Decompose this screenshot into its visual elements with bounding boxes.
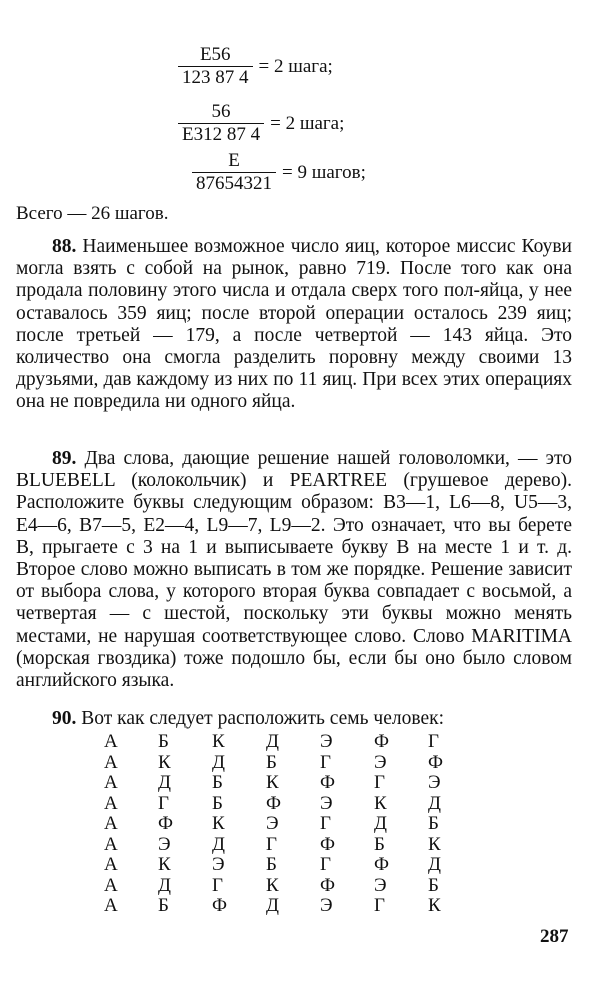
grid-cell: Ф [320,833,336,855]
fraction-numerator: E [228,150,240,171]
grid-row [104,794,482,815]
grid-cell: А [104,895,118,916]
fraction-numerator: E56 [199,44,231,65]
grid-cell: Б [158,895,169,916]
paragraph-89 [16,448,572,692]
grid-cell: Б [212,792,223,814]
paragraph-text: Наименьшее возможное число яиц, которое миссис Коуви могла взять с собой на рынок, равно 719. После того как она продала половину этого числа и отдала сверх того пол-яйца, у нее оставалось 359 яиц; после второй операции осталось 239 яиц; после третьей — 179, а после четвертой — 143 яйца. Это количество она смогла разделить поровну между своими 13 друзьями, дав каждому из них по 11 яиц. При всех этих операциях она не повредила ни одного яйца. [16,236,572,413]
grid-cell: Ф [374,854,390,875]
grid-cell: К [266,772,279,793]
grid-cell: Б [428,874,439,896]
grid-cell: Э [320,792,333,814]
grid-cell: Б [266,854,277,875]
grid-cell: А [104,751,118,773]
grid-cell: Ф [320,772,336,793]
fraction-result: = 2 шага; [258,55,333,77]
grid-cell: Б [212,772,223,793]
grid-cell: Ф [374,731,390,752]
fraction-result: = 9 шагов; [282,161,366,183]
grid-cell: А [104,731,118,752]
grid-cell: Г [320,854,331,875]
fraction [178,101,264,146]
page-number: 287 [540,926,569,947]
grid-cell: Г [212,874,223,896]
grid-cell: Э [428,772,441,793]
fraction-denominator: 87654321 [196,173,272,194]
grid-row [104,835,482,856]
grid-cell: К [428,895,441,916]
seating-grid [104,732,482,917]
grid-cell: Д [158,772,171,793]
paragraph-text: Вот как следует расположить семь человек: [81,708,444,729]
grid-row [104,855,482,876]
grid-cell: Э [212,854,225,875]
grid-cell: Д [374,813,387,834]
grid-cell: Д [158,874,171,896]
fraction-line-2 [178,101,344,146]
grid-cell: К [212,813,225,834]
grid-cell: К [158,751,171,773]
grid-cell: Э [158,833,171,855]
grid-cell: Ф [428,751,444,773]
grid-cell: Ф [212,895,228,916]
grid-cell: А [104,813,118,834]
paragraph-number: 89. [52,448,77,469]
grid-cell: К [212,731,225,752]
grid-cell: А [104,854,118,875]
grid-cell: Ф [320,874,336,896]
grid-cell: К [158,854,171,875]
grid-cell: Д [212,833,225,855]
paragraph-90-intro [52,708,444,730]
grid-cell: Г [428,731,439,752]
paragraph-number: 88. [52,236,77,257]
grid-row [104,876,482,897]
grid-cell: Б [428,813,439,834]
grid-cell: Б [266,751,277,773]
fraction-denominator: 123 87 4 [182,67,249,88]
grid-cell: Э [266,813,279,834]
grid-row [104,773,482,794]
grid-cell: Д [212,751,225,773]
grid-cell: Б [374,833,385,855]
grid-cell: А [104,874,118,896]
fraction-numerator: 56 [211,101,231,122]
grid-cell: К [428,833,441,855]
grid-cell: Э [320,731,333,752]
fraction [192,150,276,195]
grid-row [104,732,482,753]
fraction [178,44,253,89]
paragraph-text: Два слова, дающие решение нашей головоломки, — это BLUEBELL (колокольчик) и PEARTREE (грушевое дерево). Расположите буквы следующим образом: B3—1, L6—8, U5—3, E4—6, B7—5, E2—4, L9—7, L9—2. Это означает, что вы берете B, прыгаете с 3 на 1 и выписываете букву B на месте 1 и т. д. Второе слово можно выписать в том же порядке. Решение зависит от выбора слова, у которого вторая буква совпадает с восьмой, а четвертая — с шестой, поскольку эти буквы можно менять местами, не нарушая соответствующее слово. Слово MARITIMA (морская гвоздика) тоже подошло бы, если бы оно было словом английского языка. [16,448,572,692]
fraction-result: = 2 шага; [270,112,345,134]
grid-cell: Б [158,731,169,752]
grid-row [104,814,482,835]
grid-row [104,753,482,774]
total-steps: Всего — 26 шагов. [16,203,169,224]
grid-cell: Г [158,792,169,814]
fraction-denominator: E312 87 4 [182,124,261,145]
grid-cell: К [266,874,279,896]
grid-cell: Г [374,772,385,793]
grid-cell: Г [320,813,331,834]
grid-cell: Г [266,833,277,855]
grid-cell: Д [428,792,441,814]
grid-cell: Э [374,874,387,896]
grid-cell: Г [374,895,385,916]
grid-cell: А [104,772,118,793]
grid-cell: Д [266,731,279,752]
grid-cell: Г [320,751,331,773]
grid-cell: Э [374,751,387,773]
grid-cell: Э [320,895,333,916]
grid-cell: Ф [266,792,282,814]
paragraph-88 [16,236,572,414]
grid-cell: Ф [158,813,174,834]
grid-cell: А [104,792,118,814]
grid-cell: А [104,833,118,855]
grid-cell: К [374,792,387,814]
grid-cell: Д [266,895,279,916]
fraction-line-1 [178,44,333,89]
grid-row [104,896,482,917]
grid-cell: Д [428,854,441,875]
paragraph-number: 90. [52,708,77,729]
fraction-line-3 [192,150,366,195]
